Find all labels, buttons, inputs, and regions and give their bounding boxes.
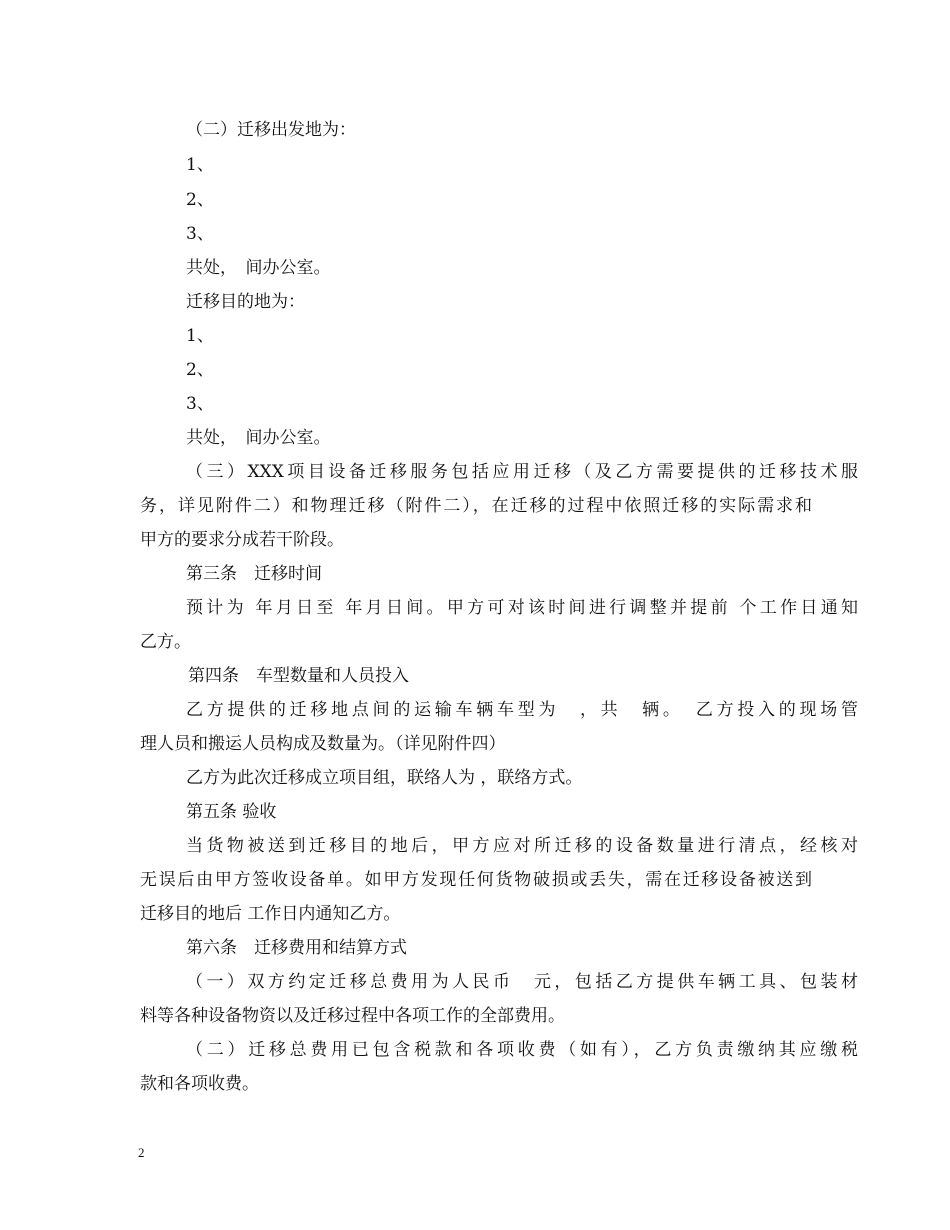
- paragraph-line: 预计为 年月日至 年月日间。甲方可对该时间进行调整并提前 个工作日通知: [186, 598, 858, 618]
- departure-total: 共处， 间办公室。: [186, 258, 331, 278]
- paragraph-line: （三）XXX项目设备迁移服务包括应用迁移（及乙方需要提供的迁移技术服: [186, 462, 858, 482]
- paragraph-line: 甲方的要求分成若干阶段。: [140, 530, 344, 550]
- paragraph-line: 无误后由甲方签收设备单。如甲方发现任何货物破损或丢失，需在迁移设备被送到: [140, 870, 812, 890]
- paragraph-line: 乙方为此次迁移成立项目组，联络人为 ，联络方式。: [186, 768, 583, 788]
- paragraph-line: 当货物被送到迁移目的地后，甲方应对所迁移的设备数量进行清点，经核对: [186, 836, 858, 856]
- paragraph-line: 乙方提供的迁移地点间的运输车辆车型为 ，共 辆。 乙方投入的现场管: [186, 700, 858, 720]
- paragraph-line: 务，详见附件二）和物理迁移（附件二），在迁移的过程中依照迁移的实际需求和: [140, 496, 812, 516]
- page-number: 2: [138, 1145, 145, 1160]
- destination-heading: 迁移目的地为：: [186, 292, 305, 312]
- paragraph-line: 乙方。: [140, 632, 191, 652]
- destination-item-2: 2、: [186, 360, 214, 380]
- section-departure-heading: （二）迁移出发地为：: [186, 120, 356, 140]
- paragraph-line: 料等各种设备物资以及迁移过程中各项工作的全部费用。: [140, 1006, 565, 1026]
- destination-item-1: 1、: [186, 326, 214, 346]
- paragraph-line: 迁移目的地后 工作日内通知乙方。: [140, 904, 401, 924]
- article-6-heading: 第六条 迁移费用和结算方式: [186, 938, 407, 958]
- paragraph-line: 理人员和搬运人员构成及数量为。（详见附件四）: [140, 734, 506, 754]
- destination-item-3: 3、: [186, 394, 214, 414]
- paragraph-line: （二）迁移总费用已包含税款和各项收费（如有），乙方负责缴纳其应缴税: [186, 1040, 858, 1060]
- departure-item-2: 2、: [186, 190, 214, 210]
- departure-item-3: 3、: [186, 224, 214, 244]
- paragraph-line: （一）双方约定迁移总费用为人民币 元，包括乙方提供车辆工具、包装材: [186, 972, 858, 992]
- article-5-heading: 第五条 验收: [186, 802, 277, 822]
- paragraph-line: 款和各项收费。: [140, 1074, 259, 1094]
- destination-total: 共处， 间办公室。: [186, 428, 331, 448]
- article-4-heading: 第四条 车型数量和人员投入: [188, 666, 409, 686]
- departure-item-1: 1、: [186, 155, 214, 175]
- article-3-heading: 第三条 迁移时间: [186, 564, 322, 584]
